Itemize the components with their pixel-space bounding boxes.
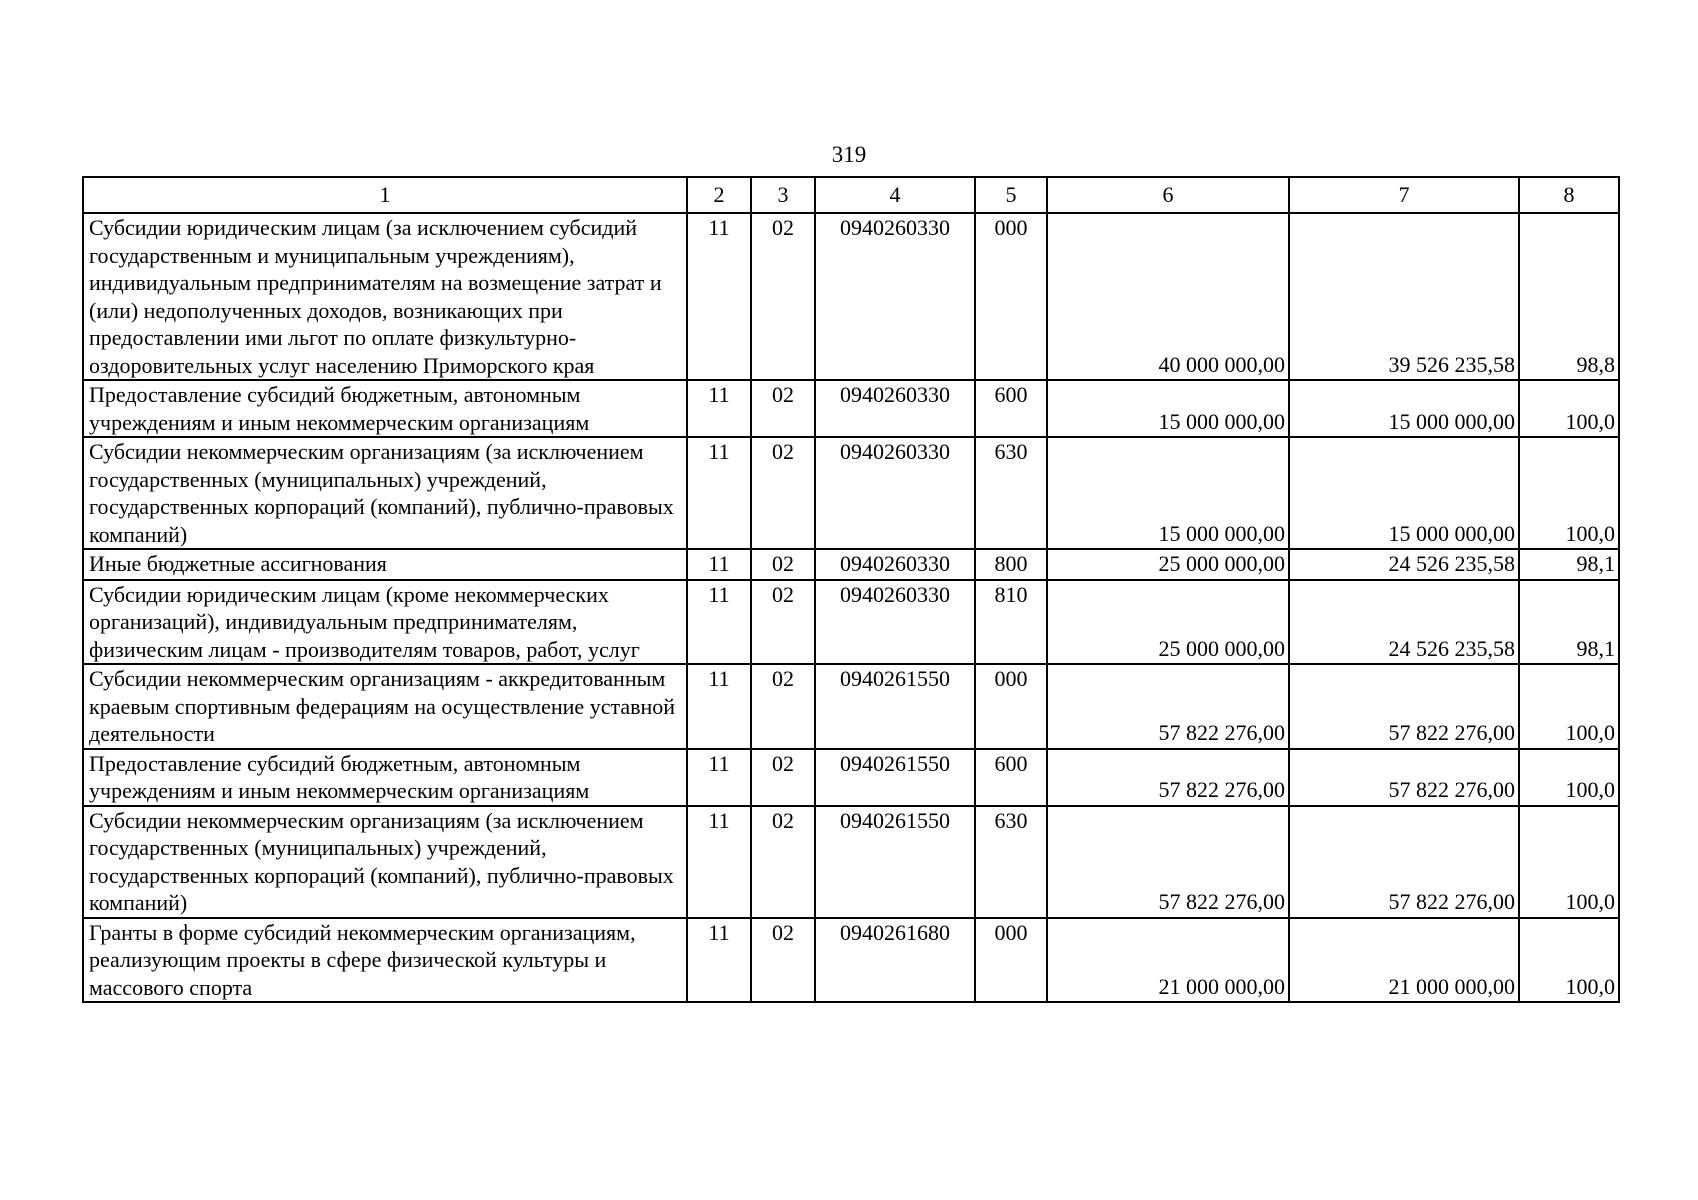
row-percent: 100,0	[1519, 918, 1619, 1003]
row-expense-type: 600	[975, 380, 1047, 437]
row-planned-amount: 57 822 276,00	[1047, 806, 1289, 918]
row-planned-amount: 15 000 000,00	[1047, 437, 1289, 549]
column-header: 2	[687, 177, 751, 213]
row-planned-amount: 57 822 276,00	[1047, 749, 1289, 806]
row-subsection: 02	[751, 664, 815, 749]
row-planned-amount: 25 000 000,00	[1047, 580, 1289, 665]
budget-table	[82, 176, 1620, 1003]
row-target-code: 0940261550	[815, 749, 975, 806]
row-actual-amount: 39 526 235,58	[1289, 213, 1519, 380]
row-subsection: 02	[751, 380, 815, 437]
table-row	[83, 749, 1619, 806]
row-expense-type: 810	[975, 580, 1047, 665]
table-header-row	[83, 177, 1619, 213]
row-percent: 100,0	[1519, 806, 1619, 918]
table-row	[83, 806, 1619, 918]
row-percent: 100,0	[1519, 749, 1619, 806]
row-actual-amount: 24 526 235,58	[1289, 580, 1519, 665]
row-section: 11	[687, 549, 751, 580]
row-percent: 98,8	[1519, 213, 1619, 380]
row-planned-amount: 25 000 000,00	[1047, 549, 1289, 580]
row-target-code: 0940260330	[815, 380, 975, 437]
row-subsection: 02	[751, 580, 815, 665]
row-actual-amount: 21 000 000,00	[1289, 918, 1519, 1003]
row-section: 11	[687, 580, 751, 665]
column-header: 7	[1289, 177, 1519, 213]
column-header: 4	[815, 177, 975, 213]
row-section: 11	[687, 664, 751, 749]
row-name: Субсидии некоммерческим организациям (за исключением государственных (муниципальных) учреждений, государственных корпораций (компаний), публично-правовых компаний)	[83, 437, 687, 549]
column-header: 3	[751, 177, 815, 213]
row-target-code: 0940261680	[815, 918, 975, 1003]
row-percent: 98,1	[1519, 580, 1619, 665]
row-actual-amount: 15 000 000,00	[1289, 437, 1519, 549]
row-target-code: 0940260330	[815, 549, 975, 580]
table-row	[83, 549, 1619, 580]
row-name: Предоставление субсидий бюджетным, автономным учреждениям и иным некоммерческим организациям	[83, 749, 687, 806]
row-section: 11	[687, 437, 751, 549]
row-expense-type: 600	[975, 749, 1047, 806]
row-target-code: 0940260330	[815, 580, 975, 665]
row-name: Гранты в форме субсидий некоммерческим организациям, реализующим проекты в сфере физической культуры и массового спорта	[83, 918, 687, 1003]
column-header: 1	[83, 177, 687, 213]
row-expense-type: 630	[975, 806, 1047, 918]
row-subsection: 02	[751, 213, 815, 380]
row-planned-amount: 15 000 000,00	[1047, 380, 1289, 437]
row-percent: 100,0	[1519, 437, 1619, 549]
row-name: Иные бюджетные ассигнования	[83, 549, 687, 580]
row-subsection: 02	[751, 549, 815, 580]
row-actual-amount: 57 822 276,00	[1289, 806, 1519, 918]
table-row	[83, 580, 1619, 665]
row-actual-amount: 24 526 235,58	[1289, 549, 1519, 580]
row-planned-amount: 21 000 000,00	[1047, 918, 1289, 1003]
row-subsection: 02	[751, 437, 815, 549]
row-subsection: 02	[751, 749, 815, 806]
row-section: 11	[687, 380, 751, 437]
page-number: 319	[831, 142, 867, 167]
row-actual-amount: 57 822 276,00	[1289, 664, 1519, 749]
row-actual-amount: 15 000 000,00	[1289, 380, 1519, 437]
column-header: 8	[1519, 177, 1619, 213]
row-expense-type: 000	[975, 664, 1047, 749]
row-name: Предоставление субсидий бюджетным, автономным учреждениям и иным некоммерческим организациям	[83, 380, 687, 437]
row-actual-amount: 57 822 276,00	[1289, 749, 1519, 806]
row-percent: 100,0	[1519, 380, 1619, 437]
row-section: 11	[687, 749, 751, 806]
row-expense-type: 000	[975, 918, 1047, 1003]
row-name: Субсидии юридическим лицам (за исключением субсидий государственным и муниципальным учреждениям), индивидуальным предпринимателям на возмещение затрат и (или) недополученных доходов, возникающих при предоставлении ими льгот по оплате физкультурно-оздоровительных услуг населению Приморского края	[83, 213, 687, 380]
row-percent: 100,0	[1519, 664, 1619, 749]
table-row	[83, 437, 1619, 549]
row-expense-type: 000	[975, 213, 1047, 380]
table-row	[83, 213, 1619, 380]
table-row	[83, 918, 1619, 1003]
row-expense-type: 800	[975, 549, 1047, 580]
table-row	[83, 664, 1619, 749]
column-header: 5	[975, 177, 1047, 213]
row-subsection: 02	[751, 918, 815, 1003]
row-name: Субсидии некоммерческим организациям (за исключением государственных (муниципальных) учреждений, государственных корпораций (компаний), публично-правовых компаний)	[83, 806, 687, 918]
row-section: 11	[687, 806, 751, 918]
row-expense-type: 630	[975, 437, 1047, 549]
table-row	[83, 380, 1619, 437]
row-target-code: 0940260330	[815, 437, 975, 549]
row-planned-amount: 40 000 000,00	[1047, 213, 1289, 380]
row-name: Субсидии некоммерческим организациям - аккредитованным краевым спортивным федерациям на осуществление уставной деятельности	[83, 664, 687, 749]
row-section: 11	[687, 918, 751, 1003]
column-header: 6	[1047, 177, 1289, 213]
row-section: 11	[687, 213, 751, 380]
row-name: Субсидии юридическим лицам (кроме некоммерческих организаций), индивидуальным предпринимателям, физическим лицам - производителям товаров, работ, услуг	[83, 580, 687, 665]
row-target-code: 0940260330	[815, 213, 975, 380]
row-subsection: 02	[751, 806, 815, 918]
row-target-code: 0940261550	[815, 664, 975, 749]
row-percent: 98,1	[1519, 549, 1619, 580]
row-target-code: 0940261550	[815, 806, 975, 918]
row-planned-amount: 57 822 276,00	[1047, 664, 1289, 749]
